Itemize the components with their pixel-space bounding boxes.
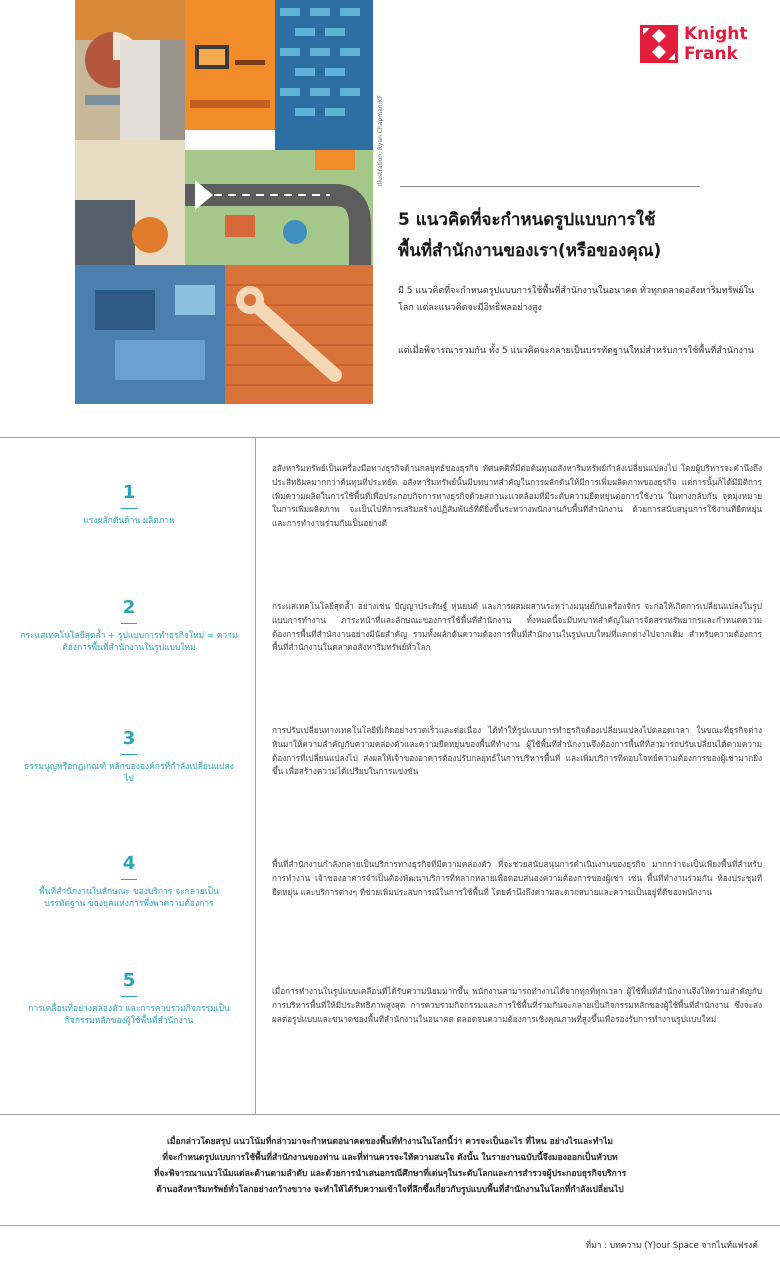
conclusion-line-2: ที่จะกำหนดรูปแบบการใช้พื้นที่สำนักงานของท่าน และที่ท่านควรจะให้ความสนใจ ดังนั้น ในรายงานฉบับนี้จึงมองออกเป็นหัวบท	[162, 1153, 618, 1163]
source-credit: ที่มา : บทความ (Y)our Space จากไนท์แฟรงค์	[585, 1241, 758, 1251]
point-label: การเคลื่อนที่อย่างคล่องตัว และการควบรวมกิจกรรมเป็นกิจกรรมหลักของผู้ใช้พื้นที่สำนักงาน	[28, 1004, 230, 1026]
point-number: 3	[122, 728, 136, 749]
conclusion-line-4: ด้านอสังหาริมทรัพย์ทั่วโลกอย่างกว้างขวาง จะทำให้ได้รับความเข้าใจที่ลึกซึ้งเกี่ยวกับรูปแบบพื้นที่สำนักงานในโลกที่กำลังเปลี่ยนไป	[156, 1185, 624, 1195]
point-label: กระแสเทคโนโลยีสุดล้ำ + รูปแบบการทำธุรกิจใหม่ = ความต้องการพื้นที่สำนักงานในรูปแบบใหม่	[20, 631, 238, 653]
point-rule	[121, 754, 137, 755]
hero-credit: Illustration: Ryan Chapman/KF	[377, 95, 384, 186]
logo-word-knight: Knight	[684, 24, 748, 44]
point-rule	[121, 879, 137, 880]
title-line-1: 5 แนวคิดที่จะกำหนดรูปแบบการใช้	[398, 210, 656, 230]
hero-illustration	[75, 0, 373, 404]
point-2	[20, 597, 238, 654]
conclusion-line-1: เมื่อกล่าวโดยสรุป แนวโน้มที่กล่าวมาจะกำหนดอนาคตของพื้นที่ทำงานในโลกนี้ว่า ควรจะเป็นอะไร ที่ไหน อย่างไรและทำไม	[166, 1137, 614, 1147]
point-4	[20, 853, 238, 910]
point-5	[20, 970, 238, 1027]
point-3	[20, 728, 238, 785]
intro-paragraph-2: แต่เมื่อพิจารณารวมกัน ทั้ง 5 แนวคิดจะกลายเป็นบรรทัดฐานใหม่สำหรับการใช้พื้นที่สำนักงาน	[398, 346, 755, 356]
footer-divider	[0, 1225, 780, 1226]
point-rule	[121, 508, 137, 509]
body-paragraph-4: พื้นที่สำนักงานกำลังกลายเป็นบริการทางธุรกิจที่มีความคล่องตัว ที่จะช่วยสนับสนุนการดำเนินงานของธุรกิจ มากกว่าจะเป็นเพียงพื้นที่สำหรับการทำงาน เจ้าของอาคารจำเป็นต้องพัฒนาบริการที่หลากหลายเพื่อตอบสนองความต้องการของผู้เช่า เช่น พื้นที่ทำงานร่วมกัน ห้องประชุมที่ยืดหยุ่น และบริการต่างๆ ที่ช่วยเพิ่มประสบการณ์ในการใช้พื้นที่ โดยคำนึงถึงความสะดวกสบายและความเป็นอยู่ที่ดีของพนักงาน	[272, 859, 762, 897]
point-1	[20, 482, 238, 527]
title-divider	[400, 186, 700, 187]
point-label: แรงผลักดันด้าน ผลิตภาพ	[83, 516, 175, 526]
conclusion-line-3: ที่จะพิจารณาแนวโน้มแต่ละด้านตามลำดับ และด้วยการนำเสนอกรณีศึกษาที่เด่นๆในระดับโลกและการสำรวจผู้ประกอบธุรกิจบริการ	[153, 1169, 627, 1179]
conclusion	[40, 1134, 740, 1198]
point-label: ธรรมนูญหรือกฎเกณฑ์ หลักขององค์กรที่กำลังเปลี่ยนแปลงไป	[24, 762, 234, 784]
logo-word-frank: Frank	[684, 44, 738, 64]
knight-frank-logo[interactable]	[640, 22, 758, 66]
logo-text	[684, 24, 748, 64]
point-rule	[121, 623, 137, 624]
knight-frank-mark-icon	[640, 25, 678, 63]
point-number: 4	[122, 853, 136, 874]
point-number: 5	[122, 970, 136, 991]
point-number: 2	[122, 597, 136, 618]
point-label: พื้นที่สำนักงานในลักษณะ ของบริการ จะกลายเป็นบรรทัดฐาน ของยุคแห่งการพึ่งพาความต้องการ	[39, 887, 219, 909]
body-paragraph-3: การปรับเปลี่ยนทางเทคโนโลยีที่เกิดอย่างรวดเร็วและต่อเนื่อง ได้ทำให้รูปแบบการทำธุรกิจต้องเปลี่ยนแปลงไปตลอดเวลา ในขณะที่ธุรกิจต่างหันมาให้ความสำคัญกับความคล่องตัวและความยืดหยุ่นของพื้นที่ทำงาน ผู้ใช้พื้นที่สำนักงานจึงต้องการพื้นที่ที่สามารถปรับเปลี่ยนได้ตามความต้องการที่เปลี่ยนแปลงไป ส่งผลให้เจ้าของอาคารต้องปรับกลยุทธ์ในการบริหารพื้นที่ และเพิ่มบริการที่ตอบโจทย์ความต้องการของผู้เช่ามากยิ่งขึ้น เพื่อสร้างความได้เปรียบในการแข่งขัน	[272, 725, 762, 777]
body-paragraph-2: กระแสเทคโนโลยีสุดล้ำ อย่างเช่น ปัญญาประดิษฐ์ หุ่นยนต์ และการผสมผสานระหว่างมนุษย์กับเครื่องจักร จะก่อให้เกิดการเปลี่ยนแปลงในรูปแบบการทำงาน ภาระหน้าที่และลักษณะของการใช้พื้นที่สำนักงาน ทั้งหมดนี้จะมีบทบาทสำคัญในการจัดสรรทรัพยากรและกำหนดความต้องการพื้นที่สำนักงานอย่างมีนัยสำคัญ รวมทั้งผลักดันความต้องการพื้นที่สำนักงานในรูปแบบใหม่ที่แตกต่างไปจากเดิม สำหรับความต้องการพื้นที่สำนักงานในตลาดอสังหาริมทรัพย์ทั่วโลก	[272, 601, 762, 653]
body-paragraph-5: เมื่อการทำงานในรูปแบบเคลื่อนที่ได้รับความนิยมมากขึ้น พนักงานสามารถทำงานได้จากทุกที่ทุกเวลา ผู้ใช้พื้นที่สำนักงานจึงให้ความสำคัญกับการบริหารพื้นที่ให้มีประสิทธิภาพสูงสุด การควบรวมกิจกรรมและการใช้พื้นที่ร่วมกันจะกลายเป็นกิจกรรมหลักของผู้ใช้พื้นที่สำนักงาน ซึ่งจะส่งผลต่อรูปแบบและขนาดของพื้นที่สำนักงานในอนาคต ตลอดจนความต้องการเชิงคุณภาพที่สูงขึ้นเพื่อรองรับการทำงานรูปแบบใหม่	[272, 986, 762, 1024]
body-paragraph-1: อสังหาริมทรัพย์เป็นเครื่องมือทางธุรกิจด้านกลยุทธ์ของธุรกิจ ทัศนคติที่มีต่อต้นทุนอสังหาริมทรัพย์กำลังเปลี่ยนแปลงไป โดยผู้บริหารจะคำนึงถึงประสิทธิผลมากกว่าต้นทุนที่ประหยัด อสังหาริมทรัพย์นั้นมีบทบาทสำคัญในการผลักดันให้มีการเพิ่มผลิตภาพของธุรกิจ แต่การนั้นก็ได้มีมิติการเพิ่มความผลิตในการใช้พื้นที่เพื่อประกอบกิจการทางธุรกิจด้วยสถานะแวดล้อมที่มีระดับความยืดหยุ่นต่อการใช้งาน ในทางกลับกัน จุดมุ่งหมายในการเพิ่มผลิตภาพ จะเป็นไปที่การเสริมสร้างปฏิสัมพันธ์ที่ดียิ่งขึ้นระหว่างพนักงานกับพื้นที่สำนักงาน ด้วยการสนับสนุนการใช้งานที่ยืดหยุ่นและการทำงานร่วมกันเป็นอย่างดี	[272, 463, 762, 529]
title-line-2: พื้นที่สำนักงานของเรา(หรือของคุณ)	[398, 241, 662, 261]
section-divider-top	[0, 437, 780, 438]
point-number: 1	[122, 482, 136, 503]
intro-paragraph-1: มี 5 แนวคิดที่จะกำหนดรูปแบบการใช้พื้นที่สำนักงานในอนาคต ทั่วทุกตลาดอสังหาริมทรัพย์ในโลก แต่ละแนวคิดจะมีอิทธิพลอย่างสูง	[398, 286, 755, 313]
section-divider-bottom	[0, 1114, 780, 1115]
column-divider	[255, 438, 256, 1115]
page-title	[398, 205, 758, 267]
point-rule	[121, 996, 137, 997]
